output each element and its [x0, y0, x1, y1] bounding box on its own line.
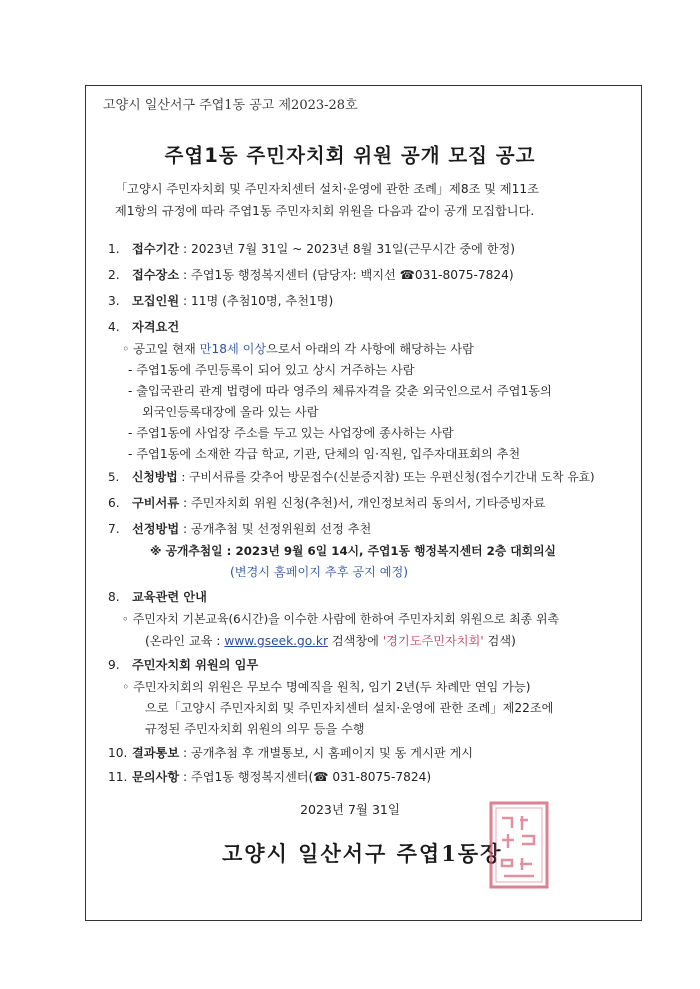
item-heading: 결과통보 [132, 746, 180, 760]
qualification-lead-pre: ◦ 공고일 현재 [122, 342, 200, 356]
education-line-2-mid: 검색창에 [327, 634, 383, 648]
item-heading: 자격요건 [132, 320, 180, 334]
age-requirement: 만18세 이상 [199, 342, 267, 356]
item-number: 7. [108, 522, 120, 536]
item-heading: 접수장소 [132, 268, 180, 282]
item-heading: 교육관련 안내 [132, 590, 207, 604]
item-number: 10. [108, 746, 128, 760]
intro-line-1: 「고양시 주민자치회 및 주민자치센터 설치·운영에 관한 조례」제8조 및 제11조 [115, 182, 539, 196]
qualification-bullet-2: - 출입국관리 관계 법령에 따라 영주의 체류자격을 갖춘 외국인으로서 주엽1동의 [128, 384, 552, 398]
item-heading: 주민자치회 위원의 임무 [132, 658, 259, 672]
qualification-lead-post: 으로서 아래의 각 사항에 해당하는 사람 [266, 342, 474, 356]
education-line-2-post: 검색) [483, 634, 516, 648]
item-heading: 모집인원 [132, 294, 180, 308]
qualification-lead [122, 340, 474, 357]
item-number: 5. [108, 470, 120, 484]
item-qualification [108, 318, 179, 335]
item-recruit-number [108, 292, 333, 309]
item-required-documents [108, 494, 545, 511]
intro-line-2: 제1항의 규정에 따라 주엽1동 주민자치회 위원을 다음과 같이 공개 모집합니다. [115, 204, 535, 218]
duty-line-3: 규정된 주민자치회 위원의 의무 등을 수행 [145, 722, 365, 736]
item-text: : 주민자치회 위원 신청(추천)서, 개인정보처리 동의서, 기타증빙자료 [179, 496, 546, 510]
education-line-2-pre: (온라인 교육 : [145, 634, 225, 648]
education-line-1: ◦ 주민자치 기본교육(6시간)을 이수한 사람에 한하여 주민자치회 위원으로 최종 위촉 [122, 612, 559, 626]
item-number: 11. [108, 770, 128, 784]
item-result-notice [108, 744, 473, 761]
qualification-bullet-1: - 주엽1동에 주민등록이 되어 있고 상시 거주하는 사람 [128, 363, 415, 377]
item-education [108, 588, 207, 605]
item-heading: 접수기간 [132, 242, 180, 256]
item-application-period [108, 240, 515, 257]
search-keyword: '경기도주민자치회' [382, 634, 484, 648]
item-duty [108, 656, 258, 673]
item-text: : 공개추첨 및 선정위원회 선정 추천 [179, 522, 372, 536]
education-line-2 [145, 632, 516, 649]
item-heading: 문의사항 [132, 770, 180, 784]
item-number: 8. [108, 590, 120, 604]
notice-number: 고양시 일산서구 주엽1동 공고 제2023-28호 [103, 98, 358, 113]
page-title: 주엽1동 주민자치회 위원 공개 모집 공고 [164, 144, 536, 167]
item-number: 2. [108, 268, 120, 282]
item-number: 4. [108, 320, 120, 334]
item-selection-method [108, 520, 371, 537]
item-application-method [108, 468, 595, 485]
change-notice: (변경시 홈페이지 추후 공지 예정) [230, 565, 409, 579]
item-application-place [108, 266, 514, 283]
qualification-bullet-4: - 주엽1동에 소재한 각급 학교, 기관, 단체의 임·직원, 입주자대표회의 추천 [128, 447, 521, 461]
item-number: 6. [108, 496, 120, 510]
qualification-bullet-3: - 주엽1동에 사업장 주소를 두고 있는 사업장에 종사하는 사람 [128, 426, 454, 440]
item-text: : 2023년 7월 31일 ~ 2023년 8월 31일(근무시간 중에 한정) [179, 242, 516, 256]
item-text: : 주엽1동 행정복지센터 (담당자: 백지선 ☎031-8075-7824) [179, 268, 514, 282]
education-website-link[interactable]: www.gseek.go.kr [224, 634, 328, 648]
item-text: : 11명 (추첨10명, 추천1명) [179, 294, 334, 308]
official-seal-stamp [488, 800, 550, 890]
duty-line-2: 으로「고양시 주민자치회 및 주민자치센터 설치·운영에 관한 조례」제22조에 [145, 701, 554, 715]
item-number: 1. [108, 242, 120, 256]
item-heading: 선정방법 [132, 522, 180, 536]
duty-line-1: ◦ 주민자치회의 위원은 무보수 명예직을 원칙, 임기 2년(두 차례만 연임 가능) [122, 680, 531, 694]
lottery-date-note: ※ 공개추첨일 : 2023년 9월 6일 14시, 주엽1동 행정복지센터 2층 대회의실 [150, 544, 556, 558]
item-text: : 주엽1동 행정복지센터(☎ 031-8075-7824) [179, 770, 432, 784]
item-heading: 신청방법 [132, 470, 178, 484]
qualification-bullet-2-cont: 외국인등록대장에 올라 있는 사람 [142, 405, 319, 419]
item-text: : 공개추첨 후 개별통보, 시 홈페이지 및 동 게시판 게시 [179, 746, 474, 760]
notice-date: 2023년 7월 31일 [300, 802, 400, 817]
signer-name: 고양시 일산서구 주엽1동장 [222, 841, 503, 866]
item-heading: 구비서류 [132, 496, 180, 510]
item-text: : 구비서류를 갖추어 방문접수(신분증지참) 또는 우편신청(접수기간내 도착 유효) [177, 470, 595, 484]
item-number: 3. [108, 294, 120, 308]
item-inquiry [108, 768, 431, 785]
item-number: 9. [108, 658, 120, 672]
